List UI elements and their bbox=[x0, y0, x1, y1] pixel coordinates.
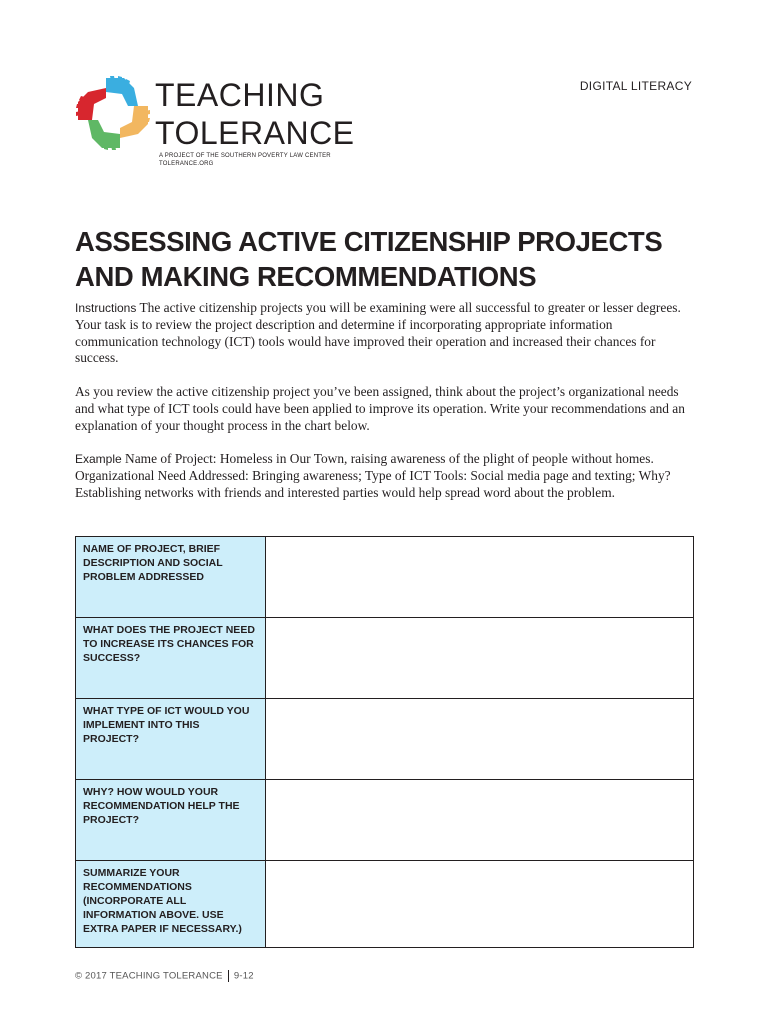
answer-cell[interactable] bbox=[266, 537, 694, 618]
table-row bbox=[76, 699, 694, 780]
hand-red-icon bbox=[76, 88, 106, 120]
instructions-lead: Instructions bbox=[75, 301, 137, 315]
table-row bbox=[76, 861, 694, 948]
logo-wordmark bbox=[155, 76, 415, 152]
example-lead: Example bbox=[75, 452, 122, 466]
page-title-line-1: ASSESSING ACTIVE CITIZENSHIP PROJECTS bbox=[75, 226, 663, 257]
answer-cell[interactable] bbox=[266, 618, 694, 699]
logo-line-1: TEACHING bbox=[155, 77, 325, 113]
page-title-line-2: AND MAKING RECOMMENDATIONS bbox=[75, 261, 537, 292]
recommendation-chart bbox=[75, 536, 694, 948]
row-prompt: NAME OF PROJECT, BRIEF DESCRIPTION AND SOCIAL PROBLEM ADDRESSED bbox=[76, 537, 266, 618]
table-row bbox=[76, 537, 694, 618]
logo-tagline-2: TOLERANCE.ORG bbox=[159, 161, 214, 167]
hand-blue-icon bbox=[106, 76, 138, 106]
table-row bbox=[76, 780, 694, 861]
footer-divider bbox=[228, 970, 230, 982]
footer-grade: 9-12 bbox=[233, 970, 254, 982]
table-row bbox=[76, 618, 694, 699]
row-prompt: WHAT TYPE OF ICT WOULD YOU IMPLEMENT INTO THIS PROJECT? bbox=[76, 699, 266, 780]
logo-line-2: TOLERANCE bbox=[155, 115, 355, 151]
answer-cell[interactable] bbox=[266, 699, 694, 780]
hand-green-icon bbox=[88, 120, 120, 150]
section-label: DIGITAL LITERACY bbox=[579, 79, 692, 93]
review-paragraph: As you review the active citizenship project you’ve been assigned, think about the project’s organizational needs and what type of ICT tools could have been applied to improve its operation. Write your recommendations and an explanation of your thought process in the chart below. bbox=[75, 384, 685, 433]
page-footer bbox=[75, 970, 254, 982]
instructions-paragraph bbox=[75, 300, 695, 367]
answer-cell[interactable] bbox=[266, 780, 694, 861]
page-title bbox=[75, 224, 695, 294]
hand-yellow-icon bbox=[120, 106, 150, 138]
footer-copyright: © 2017 TEACHING TOLERANCE bbox=[75, 970, 223, 982]
answer-cell[interactable] bbox=[266, 861, 694, 948]
instructions-text: The active citizenship projects you will be examining were all successful to greater or lesser degrees. Your task is to review the project description and determine if incorporating appropriate information communication technology (ICT) tools would have improved their operation and increased their chances for success. bbox=[75, 300, 681, 366]
logo-tagline bbox=[159, 152, 419, 168]
hands-logo-icon bbox=[76, 76, 150, 150]
example-text: Name of Project: Homeless in Our Town, raising awareness of the plight of people without homes. Organizational Need Addressed: Bringing awareness; Type of ICT Tools: Social media page and texting; Why? Establishing networks with friends and interested parties would help spread word about the problem. bbox=[75, 451, 671, 500]
row-prompt: WHY? HOW WOULD YOUR RECOMMENDATION HELP THE PROJECT? bbox=[76, 780, 266, 861]
example-paragraph bbox=[75, 451, 695, 501]
row-prompt: SUMMARIZE YOUR RECOMMENDATIONS (INCORPORATE ALL INFORMATION ABOVE. USE EXTRA PAPER IF NECESSARY.) bbox=[76, 861, 266, 948]
row-prompt: WHAT DOES THE PROJECT NEED TO INCREASE ITS CHANCES FOR SUCCESS? bbox=[76, 618, 266, 699]
logo-tagline-1: A PROJECT OF THE SOUTHERN POVERTY LAW CENTER bbox=[159, 153, 331, 159]
